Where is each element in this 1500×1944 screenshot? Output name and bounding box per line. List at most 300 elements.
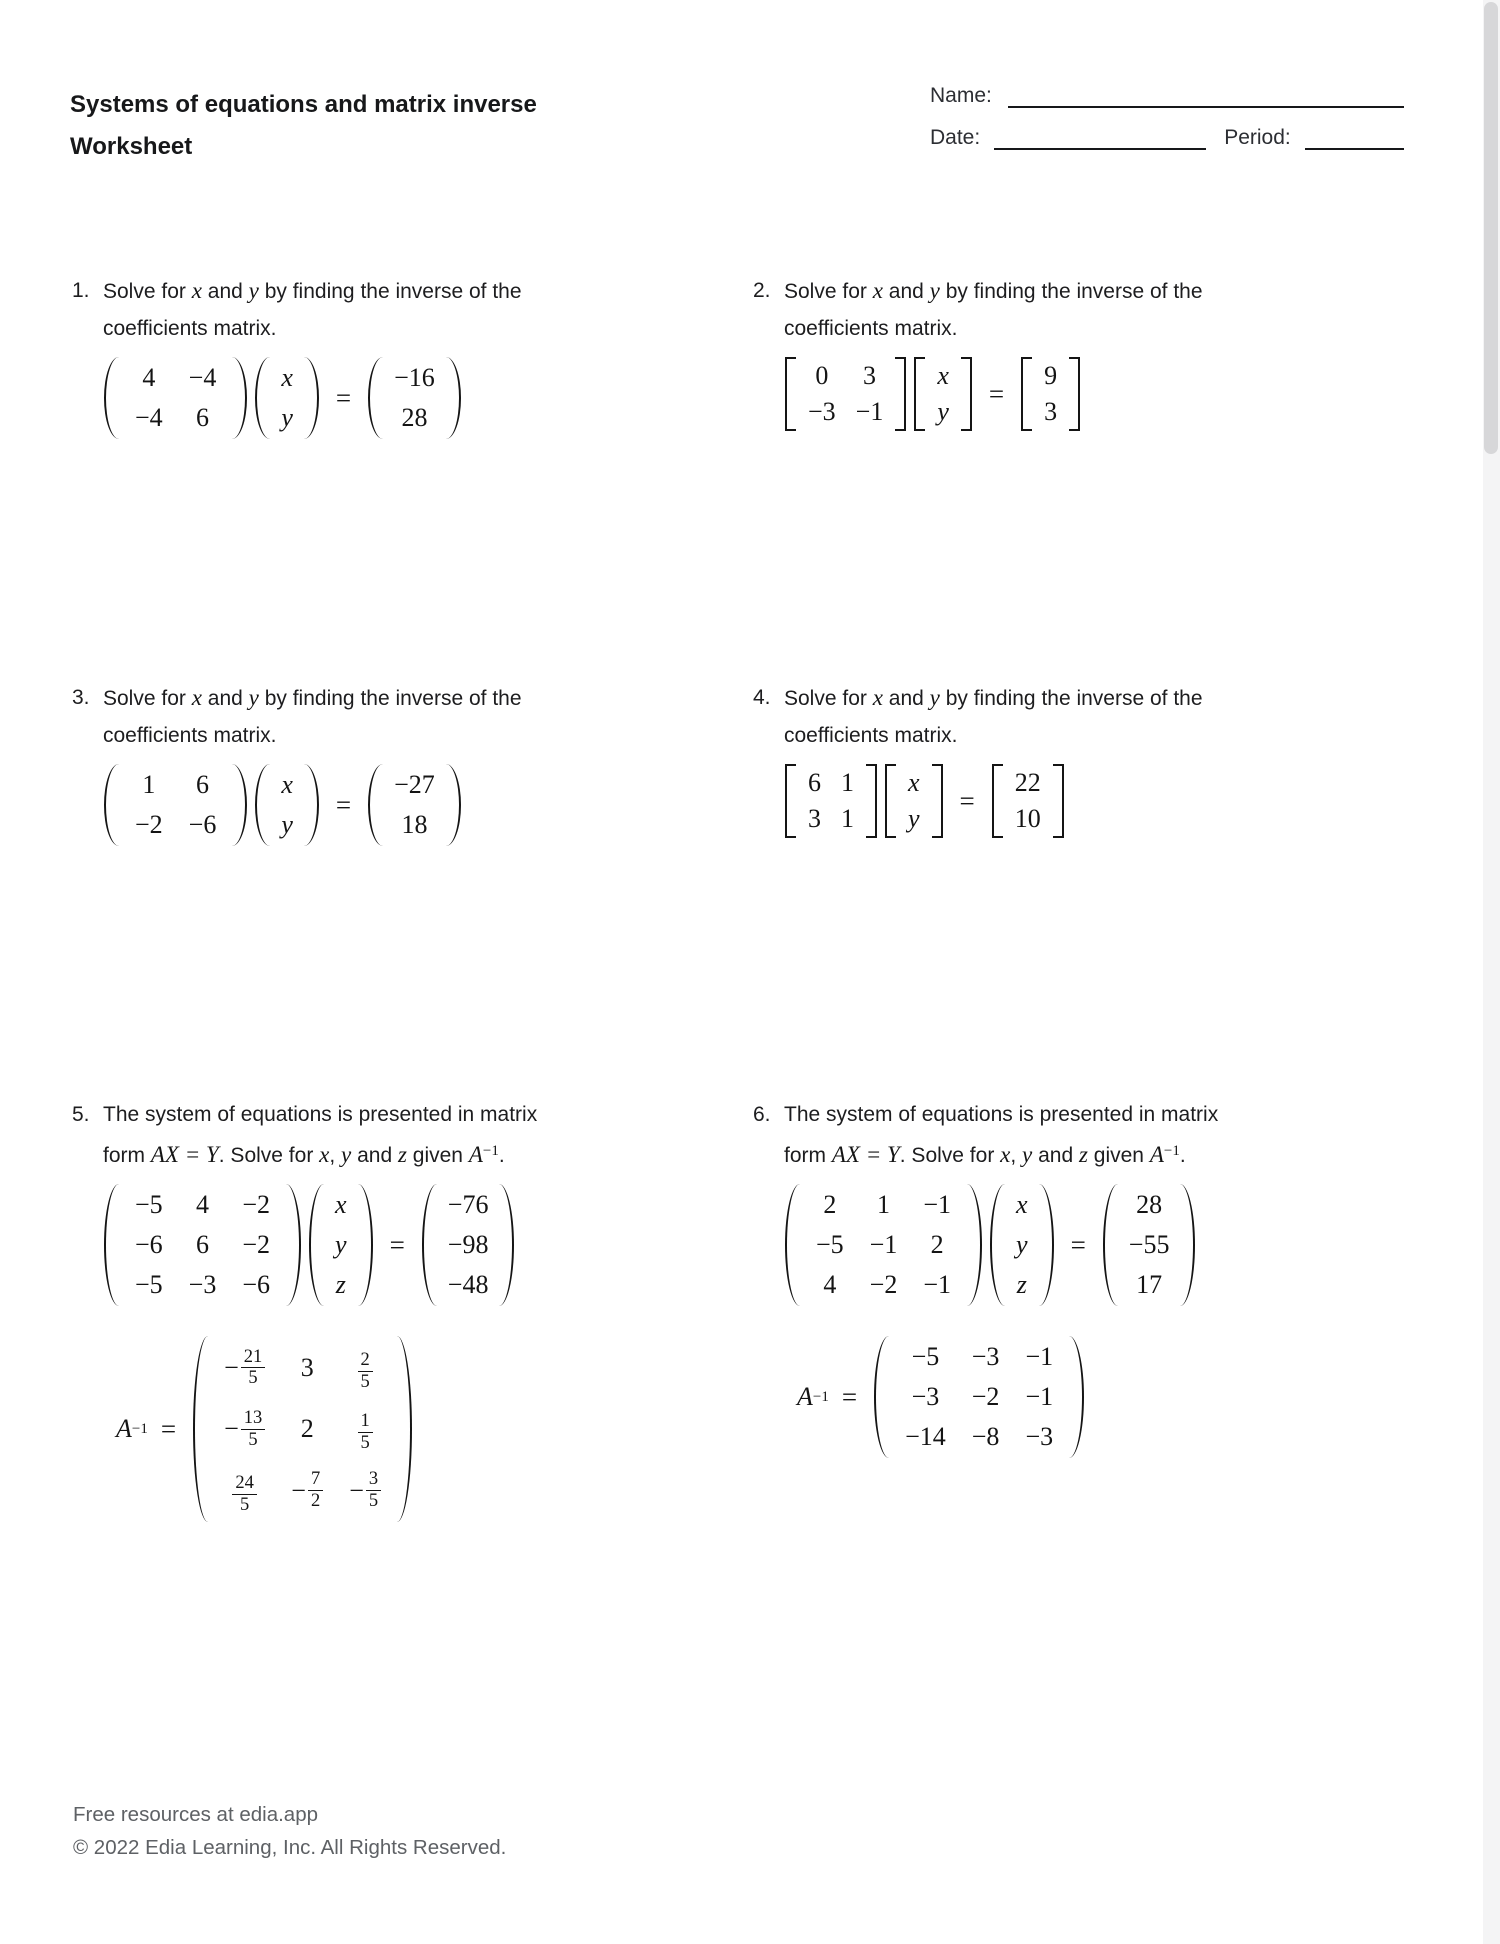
problem-text-lines	[784, 1096, 1393, 1174]
matrix-cell: −6	[135, 1230, 163, 1259]
text-segment: and	[882, 280, 930, 303]
matrix-cell: −1	[923, 1270, 952, 1299]
problem-number: 5.	[72, 1103, 90, 1126]
page-footer	[73, 1798, 506, 1864]
matrix-row	[1008, 1225, 1036, 1265]
matrix-cell: −55	[1128, 1230, 1170, 1259]
matrix-body	[798, 764, 864, 838]
fraction	[224, 1343, 265, 1393]
numerator: 1	[358, 1411, 373, 1433]
matrix-cell	[273, 805, 301, 845]
matrix-row	[122, 398, 229, 438]
right-delimiter-paren	[1069, 1336, 1084, 1458]
matrix-cell: −1	[855, 397, 884, 426]
matrix-row	[898, 801, 930, 837]
matrix-cell: 3	[300, 1352, 314, 1382]
fraction	[232, 1469, 257, 1519]
minus-sign: −	[291, 1475, 306, 1505]
equals-sign: =	[1070, 1229, 1086, 1260]
text-segment: given	[1087, 1144, 1150, 1167]
text-segment: ,	[329, 1144, 342, 1167]
problem-text-line	[103, 679, 712, 717]
matrix-row	[1121, 1265, 1178, 1305]
matrix-cell: 28	[1136, 1190, 1163, 1219]
right-delimiter-bracket	[1053, 764, 1064, 838]
matrix-equation	[100, 1184, 712, 1306]
left-delimiter-bracket	[785, 764, 796, 838]
left-delimiter-bracket	[914, 357, 925, 431]
left-delimiter-paren	[422, 1184, 437, 1306]
problem-6	[753, 1096, 1393, 1458]
math-variable: x	[191, 685, 202, 710]
matrix-row	[1008, 1265, 1036, 1305]
math-variable: y	[1022, 1142, 1033, 1167]
matrix-cell	[273, 358, 301, 398]
matrix-cell	[336, 1460, 394, 1521]
matrix-body	[273, 764, 301, 846]
matrix-row	[386, 805, 443, 845]
fraction	[349, 1465, 381, 1515]
math-variable: y	[341, 1142, 352, 1167]
matrix-row	[122, 1225, 283, 1265]
text-segment: .	[1179, 1144, 1186, 1167]
problem-text	[72, 272, 712, 347]
matrix-cell: −48	[447, 1270, 489, 1299]
right-delimiter-bracket	[895, 357, 906, 431]
math-variable: x	[1016, 1190, 1028, 1219]
math-variable: x	[281, 363, 293, 392]
numerator: 24	[232, 1473, 257, 1495]
matrix-cell: −8	[971, 1422, 1000, 1451]
denominator: 2	[310, 1491, 321, 1512]
matrix-cell	[278, 1460, 336, 1521]
math-superscript: −1	[1163, 1143, 1180, 1159]
matrix-cell: 9	[1044, 361, 1058, 390]
minus-sign: −	[224, 1414, 239, 1444]
denominator: 5	[240, 1494, 250, 1515]
right-delimiter-paren	[446, 764, 461, 846]
problem-number: 3.	[72, 686, 90, 709]
matrix-cell: −1	[1025, 1382, 1054, 1411]
problem-text	[72, 1096, 712, 1174]
text-segment: by finding the inverse of the	[258, 280, 522, 303]
text-segment: coefficients matrix.	[784, 317, 958, 340]
matrix-cell: −1	[1025, 1342, 1054, 1371]
matrix-cell: 22	[1014, 768, 1041, 797]
matrix-row	[440, 1185, 497, 1225]
name-field	[930, 84, 1404, 108]
inverse-label: A	[797, 1382, 813, 1411]
constant-vector	[1103, 1184, 1196, 1306]
matrix-row	[327, 1225, 355, 1265]
math-variable: x	[191, 278, 202, 303]
text-segment: coefficients matrix.	[103, 724, 277, 747]
matrix-row	[122, 358, 229, 398]
matrix-row	[122, 805, 229, 845]
matrix-cell: 3	[1044, 397, 1058, 426]
left-delimiter-paren	[104, 1184, 119, 1306]
matrix-cell: −3	[971, 1342, 1000, 1371]
right-delimiter-paren	[286, 1184, 301, 1306]
scrollbar-thumb[interactable]	[1484, 2, 1498, 454]
matrix-cell: 10	[1014, 804, 1041, 833]
left-delimiter-paren	[785, 1184, 800, 1306]
left-delimiter-paren	[368, 764, 383, 846]
scrollbar-track[interactable]	[1483, 0, 1500, 1944]
math-variable: z	[1016, 1270, 1027, 1299]
matrix-cell: −2	[869, 1270, 898, 1299]
matrix-row	[1005, 801, 1051, 837]
denominator: 5	[248, 1429, 258, 1450]
problem-text-line	[103, 717, 712, 754]
right-delimiter-paren	[1039, 1184, 1054, 1306]
date-period-field	[930, 126, 1404, 150]
matrix-cell: 6	[196, 403, 209, 432]
matrix-cell: −14	[905, 1422, 946, 1451]
problem-text-line	[103, 1096, 712, 1133]
matrix-cell: 1	[841, 804, 854, 833]
matrix-cell: −27	[394, 770, 435, 799]
equals-sign: =	[988, 378, 1005, 409]
constant-vector	[1021, 357, 1080, 431]
problem-text-lines	[784, 679, 1393, 754]
math-superscript: −1	[482, 1143, 499, 1159]
matrix-row	[440, 1225, 497, 1265]
matrix-body	[1121, 1184, 1178, 1306]
matrix-cell: 2	[823, 1190, 837, 1219]
matrix-equation	[100, 357, 712, 439]
equals-sign: =	[959, 785, 975, 816]
matrix-cell: −5	[911, 1342, 940, 1371]
matrix-row	[1008, 1185, 1036, 1225]
matrix-cell	[273, 765, 301, 805]
matrix-cell	[327, 1225, 355, 1265]
text-segment: and	[1032, 1144, 1079, 1167]
footer-resources-line: Free resources at edia.app	[73, 1803, 318, 1826]
matrix-body	[1005, 764, 1051, 838]
inverse-matrix	[193, 1336, 412, 1522]
right-delimiter-paren	[446, 357, 461, 439]
fraction-stack	[308, 1465, 323, 1515]
constant-vector	[368, 764, 461, 846]
variable-vector	[255, 764, 319, 846]
text-segment: Solve for	[784, 687, 873, 710]
inverse-matrix-line	[797, 1336, 1393, 1458]
denominator: 5	[360, 1371, 370, 1392]
matrix-equation	[781, 357, 1393, 431]
math-variable: y	[248, 278, 259, 303]
matrix-cell: −4	[135, 403, 163, 432]
problem-number: 6.	[753, 1103, 771, 1126]
problem-5	[72, 1096, 712, 1522]
math-variable: A	[468, 1142, 483, 1167]
matrix-row	[927, 394, 959, 430]
right-delimiter-paren	[397, 1336, 412, 1522]
math-variable: y	[281, 810, 293, 839]
math-variable: y	[248, 685, 259, 710]
matrix-row	[927, 358, 959, 394]
problem-text-lines	[103, 272, 712, 347]
matrix-equation	[100, 764, 712, 846]
matrix-cell: 18	[401, 810, 428, 839]
left-delimiter-bracket	[785, 357, 796, 431]
math-variable: x	[335, 1190, 347, 1219]
right-delimiter-paren	[232, 357, 247, 439]
matrix-cell	[327, 1185, 355, 1225]
coefficient-matrix	[785, 357, 906, 431]
problem-1	[72, 272, 712, 439]
text-segment: .	[498, 1144, 505, 1167]
math-variable: y	[937, 397, 949, 426]
matrix-cell: 4	[142, 363, 156, 392]
left-delimiter-paren	[193, 1336, 208, 1522]
matrix-body	[386, 764, 443, 846]
name-blank-line	[1008, 84, 1404, 108]
variable-vector	[990, 1184, 1054, 1306]
matrix-cell: 0	[815, 361, 829, 390]
name-label: Name:	[930, 84, 992, 107]
math-variable: x	[937, 361, 949, 390]
matrix-cell	[898, 765, 930, 801]
math-variable: x	[281, 770, 293, 799]
math-variable: z	[335, 1270, 346, 1299]
left-delimiter-paren	[104, 764, 119, 846]
matrix-body	[1008, 1184, 1036, 1306]
matrix-cell: 1	[841, 768, 854, 797]
matrix-row	[211, 1398, 394, 1459]
matrix-cell: 2	[930, 1230, 944, 1259]
text-segment: coefficients matrix.	[784, 724, 958, 747]
problem-text-line	[784, 679, 1393, 717]
matrix-cell	[1008, 1225, 1036, 1265]
text-segment: . Solve for	[899, 1144, 1001, 1167]
right-delimiter-bracket	[1069, 357, 1080, 431]
matrix-body	[122, 764, 229, 846]
fraction-stack	[358, 1346, 373, 1396]
matrix-cell: −76	[447, 1190, 489, 1219]
matrix-cell	[336, 1337, 394, 1398]
problem-text-line	[784, 717, 1393, 754]
problem-text	[753, 679, 1393, 754]
math-variable: y	[335, 1230, 347, 1259]
matrix-row	[386, 358, 443, 398]
right-delimiter-bracket	[932, 764, 943, 838]
text-segment: coefficients matrix.	[103, 317, 277, 340]
matrix-row	[1005, 765, 1051, 801]
denominator: 5	[360, 1433, 370, 1454]
right-delimiter-paren	[499, 1184, 514, 1306]
matrix-cell	[273, 398, 301, 438]
math-variable: y	[929, 685, 940, 710]
matrix-cell	[336, 1398, 394, 1459]
text-segment: form	[103, 1144, 151, 1167]
text-segment: Solve for	[103, 687, 192, 710]
matrix-cell	[211, 1337, 278, 1398]
matrix-cell: 1	[877, 1190, 890, 1219]
fraction-stack	[366, 1465, 381, 1515]
right-delimiter-bracket	[866, 764, 877, 838]
variable-vector	[309, 1184, 373, 1306]
matrix-cell	[1008, 1265, 1036, 1305]
problem-text-line	[784, 1133, 1393, 1174]
constant-vector	[422, 1184, 515, 1306]
denominator: 5	[248, 1368, 258, 1389]
matrix-cell: 6	[196, 770, 209, 799]
matrix-cell: 6	[808, 768, 821, 797]
matrix-row	[273, 398, 301, 438]
matrix-cell: 3	[808, 804, 821, 833]
matrix-row	[211, 1460, 394, 1521]
matrix-row	[803, 1265, 964, 1305]
matrix-row	[1034, 394, 1067, 430]
left-delimiter-paren	[255, 764, 270, 846]
problem-text-line	[784, 272, 1393, 310]
matrix-body	[122, 1184, 283, 1306]
matrix-row	[798, 801, 864, 837]
matrix-cell: 28	[401, 403, 428, 432]
matrix-row	[122, 1185, 283, 1225]
matrix-cell	[327, 1265, 355, 1305]
matrix-cell: −98	[447, 1230, 489, 1259]
problem-text-line	[784, 1096, 1393, 1133]
right-delimiter-paren	[967, 1184, 982, 1306]
left-delimiter-paren	[874, 1336, 889, 1458]
right-delimiter-paren	[232, 764, 247, 846]
text-segment: and	[351, 1144, 398, 1167]
fraction-stack	[241, 1404, 266, 1454]
math-variable: y	[908, 804, 920, 833]
equals-sign: =	[335, 789, 352, 820]
inverse-matrix-line	[116, 1336, 712, 1522]
variable-vector	[255, 357, 319, 439]
matrix-row	[386, 765, 443, 805]
matrix-row	[1034, 358, 1067, 394]
matrix-cell	[1008, 1185, 1036, 1225]
date-blank-line	[994, 126, 1206, 150]
inverse-label: A	[116, 1414, 132, 1444]
right-delimiter-paren	[1180, 1184, 1195, 1306]
matrix-cell	[211, 1460, 278, 1521]
denominator: 5	[368, 1491, 379, 1512]
problem-text-line	[103, 272, 712, 310]
matrix-cell: −4	[188, 363, 217, 392]
matrix-body	[1034, 357, 1067, 431]
left-delimiter-paren	[1103, 1184, 1118, 1306]
inverse-matrix	[874, 1336, 1084, 1458]
matrix-row	[211, 1337, 394, 1398]
matrix-cell: −2	[971, 1382, 1000, 1411]
fraction-stack	[232, 1469, 257, 1519]
matrix-row	[273, 765, 301, 805]
matrix-row	[798, 765, 864, 801]
text-segment: and	[201, 280, 249, 303]
matrix-body	[386, 357, 443, 439]
matrix-cell: −6	[242, 1270, 271, 1299]
left-delimiter-paren	[309, 1184, 324, 1306]
text-segment: Solve for	[784, 280, 873, 303]
left-delimiter-paren	[255, 357, 270, 439]
text-segment: by finding the inverse of the	[258, 687, 522, 710]
title-line-1: Systems of equations and matrix inverse	[70, 91, 537, 118]
problem-number: 1.	[72, 279, 90, 302]
variable-vector	[914, 357, 972, 431]
matrix-body	[898, 764, 930, 838]
matrix-body	[803, 1184, 964, 1306]
problem-number: 2.	[753, 279, 771, 302]
period-blank-line	[1305, 126, 1404, 150]
fraction	[224, 1404, 265, 1454]
matrix-row	[273, 358, 301, 398]
fraction	[291, 1465, 323, 1515]
text-segment: given	[406, 1144, 469, 1167]
problem-text-lines	[103, 1096, 712, 1174]
variable-vector	[885, 764, 943, 838]
fraction	[358, 1346, 373, 1396]
matrix-cell: 17	[1136, 1270, 1163, 1299]
text-segment: Solve for	[103, 280, 192, 303]
matrix-cell: −5	[135, 1270, 163, 1299]
inverse-exponent: −1	[812, 1388, 829, 1405]
text-segment: and	[882, 687, 930, 710]
matrix-cell	[927, 394, 959, 430]
matrix-cell: −6	[188, 810, 217, 839]
matrix-cell: −3	[808, 397, 836, 426]
coefficient-matrix	[104, 764, 247, 846]
footer-copyright-line: © 2022 Edia Learning, Inc. All Rights Reserved.	[73, 1836, 507, 1859]
math-variable: x	[319, 1142, 330, 1167]
matrix-row	[798, 358, 893, 394]
matrix-row	[898, 765, 930, 801]
matrix-cell: −16	[394, 363, 435, 392]
text-segment: . Solve for	[218, 1144, 320, 1167]
fraction-stack	[241, 1343, 266, 1393]
matrix-body	[798, 357, 893, 431]
problem-text	[753, 272, 1393, 347]
problem-text-lines	[784, 272, 1393, 347]
matrix-cell: −1	[923, 1190, 952, 1219]
math-variable: x	[872, 278, 883, 303]
equals-sign: =	[335, 382, 352, 413]
math-variable: z	[1078, 1142, 1088, 1167]
math-variable: x	[1000, 1142, 1011, 1167]
matrix-body	[327, 1184, 355, 1306]
matrix-cell: 3	[863, 361, 876, 390]
right-delimiter-paren	[304, 357, 319, 439]
problem-3	[72, 679, 712, 846]
minus-sign: −	[224, 1352, 239, 1382]
matrix-row	[122, 765, 229, 805]
matrix-row	[803, 1185, 964, 1225]
math-variable: A	[1149, 1142, 1164, 1167]
right-delimiter-paren	[304, 764, 319, 846]
right-delimiter-bracket	[961, 357, 972, 431]
matrix-cell: −3	[188, 1270, 217, 1299]
problem-4	[753, 679, 1393, 838]
left-delimiter-paren	[990, 1184, 1005, 1306]
matrix-body	[273, 357, 301, 439]
matrix-body	[892, 1336, 1066, 1458]
text-segment: and	[201, 687, 249, 710]
period-label: Period:	[1224, 126, 1291, 149]
coefficient-matrix	[785, 764, 877, 838]
matrix-row	[892, 1417, 1066, 1457]
matrix-equation	[781, 1184, 1393, 1306]
text-segment: ,	[1010, 1144, 1023, 1167]
problem-text-lines	[103, 679, 712, 754]
text-segment: by finding the inverse of the	[939, 687, 1203, 710]
numerator: 7	[308, 1469, 323, 1491]
matrix-row	[327, 1185, 355, 1225]
